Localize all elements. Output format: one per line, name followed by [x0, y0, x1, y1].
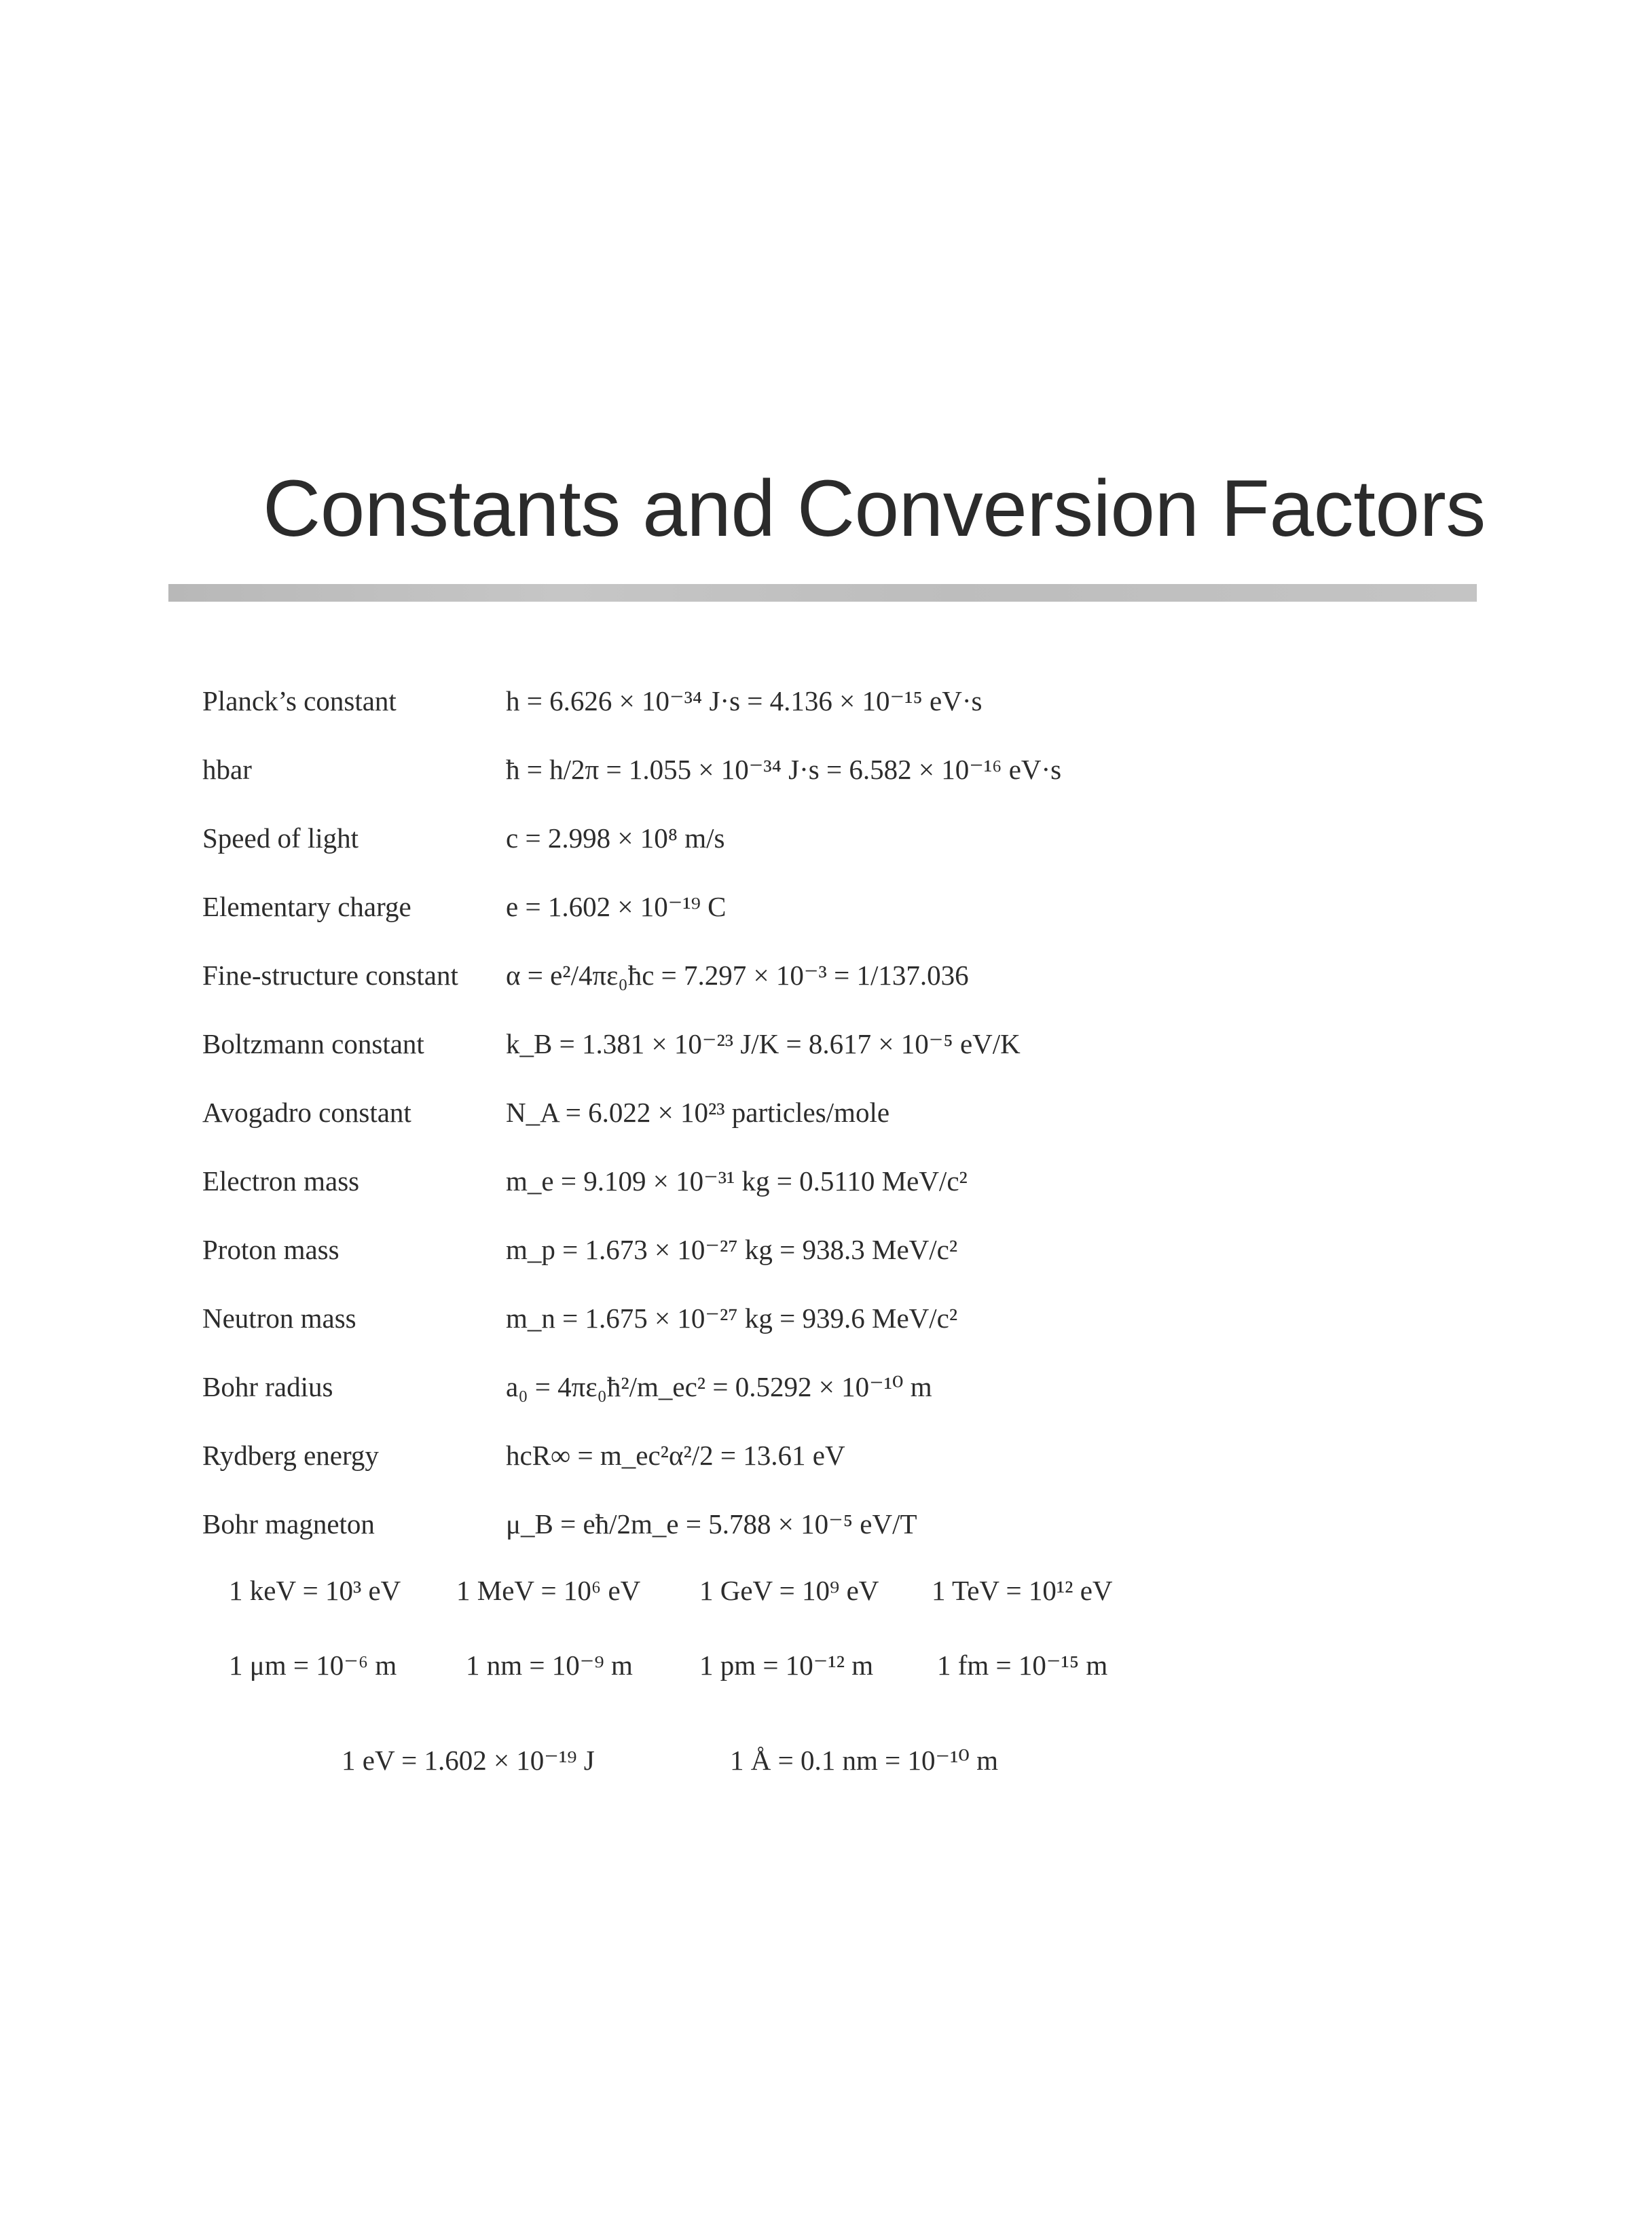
constant-expression: k_B = 1.381 × 10⁻²³ J/K = 8.617 × 10⁻⁵ eV/K	[506, 1028, 1021, 1059]
constant-row	[202, 1353, 1492, 1421]
constant-expression: hcR∞ = m_ec²α²/2 = 13.61 eV	[506, 1440, 845, 1471]
constant-name: Planck’s constant	[202, 685, 397, 716]
energy-unit: 1 GeV = 10⁹ eV	[699, 1575, 879, 1606]
constant-name: Neutron mass	[202, 1303, 356, 1334]
other-conversion-row	[0, 1744, 1652, 1785]
length-unit: 1 pm = 10⁻¹² m	[699, 1650, 874, 1681]
length-unit-row	[0, 1649, 1652, 1690]
constant-name: Boltzmann constant	[202, 1028, 424, 1059]
constant-name: Proton mass	[202, 1234, 339, 1265]
constants-table	[202, 667, 1492, 1559]
angstrom-conversion: 1 Å = 0.1 nm = 10⁻¹⁰ m	[730, 1745, 999, 1776]
constant-row	[202, 1010, 1492, 1078]
energy-conversion: 1 eV = 1.602 × 10⁻¹⁹ J	[342, 1745, 595, 1776]
constant-name: Avogadro constant	[202, 1097, 411, 1128]
constant-expression: m_e = 9.109 × 10⁻³¹ kg = 0.5110 MeV/c²	[506, 1165, 968, 1197]
constant-name: Speed of light	[202, 822, 359, 854]
constant-row	[202, 735, 1492, 804]
title-rule	[168, 584, 1477, 602]
constant-row	[202, 873, 1492, 941]
constant-expression: h = 6.626 × 10⁻³⁴ J·s = 4.136 × 10⁻¹⁵ eV·s	[506, 685, 983, 716]
constant-name: hbar	[202, 754, 252, 785]
energy-unit: 1 MeV = 10⁶ eV	[456, 1575, 641, 1606]
constant-expression: m_p = 1.673 × 10⁻²⁷ kg = 938.3 MeV/c²	[506, 1234, 958, 1265]
constant-expression: a₀ = 4πε₀ħ²/m_ec² = 0.5292 × 10⁻¹⁰ m	[506, 1371, 932, 1402]
constant-row	[202, 1147, 1492, 1216]
length-unit: 1 fm = 10⁻¹⁵ m	[937, 1650, 1108, 1681]
energy-unit: 1 keV = 10³ eV	[229, 1575, 401, 1606]
constant-expression: μ_B = eħ/2m_e = 5.788 × 10⁻⁵ eV/T	[506, 1508, 917, 1540]
constant-expression: m_n = 1.675 × 10⁻²⁷ kg = 939.6 MeV/c²	[506, 1303, 958, 1334]
constant-name: Fine-structure constant	[202, 960, 458, 991]
constant-name: Elementary charge	[202, 891, 411, 922]
constant-row	[202, 941, 1492, 1010]
constant-row	[202, 1490, 1492, 1559]
constant-expression: ħ = h/2π = 1.055 × 10⁻³⁴ J·s = 6.582 × 10⁻¹⁶ eV·s	[506, 754, 1062, 785]
constant-name: Electron mass	[202, 1165, 360, 1197]
energy-unit: 1 TeV = 10¹² eV	[932, 1575, 1113, 1606]
constant-row	[202, 1216, 1492, 1284]
length-unit: 1 nm = 10⁻⁹ m	[466, 1650, 633, 1681]
constant-row	[202, 1421, 1492, 1490]
constant-expression: N_A = 6.022 × 10²³ particles/mole	[506, 1097, 890, 1128]
constant-row	[202, 667, 1492, 735]
page-title: Constants and Conversion Factors	[263, 464, 1486, 553]
constant-name: Rydberg energy	[202, 1440, 379, 1471]
constant-name: Bohr radius	[202, 1371, 333, 1402]
constant-row	[202, 1078, 1492, 1147]
constant-name: Bohr magneton	[202, 1508, 375, 1540]
constant-row	[202, 804, 1492, 873]
constant-expression: α = e²/4πε₀ħc = 7.297 × 10⁻³ = 1/137.036	[506, 960, 969, 991]
energy-unit-row	[0, 1574, 1652, 1615]
constant-row	[202, 1284, 1492, 1353]
constant-expression: c = 2.998 × 10⁸ m/s	[506, 822, 725, 854]
length-unit: 1 μm = 10⁻⁶ m	[229, 1650, 397, 1681]
constant-expression: e = 1.602 × 10⁻¹⁹ C	[506, 891, 727, 922]
